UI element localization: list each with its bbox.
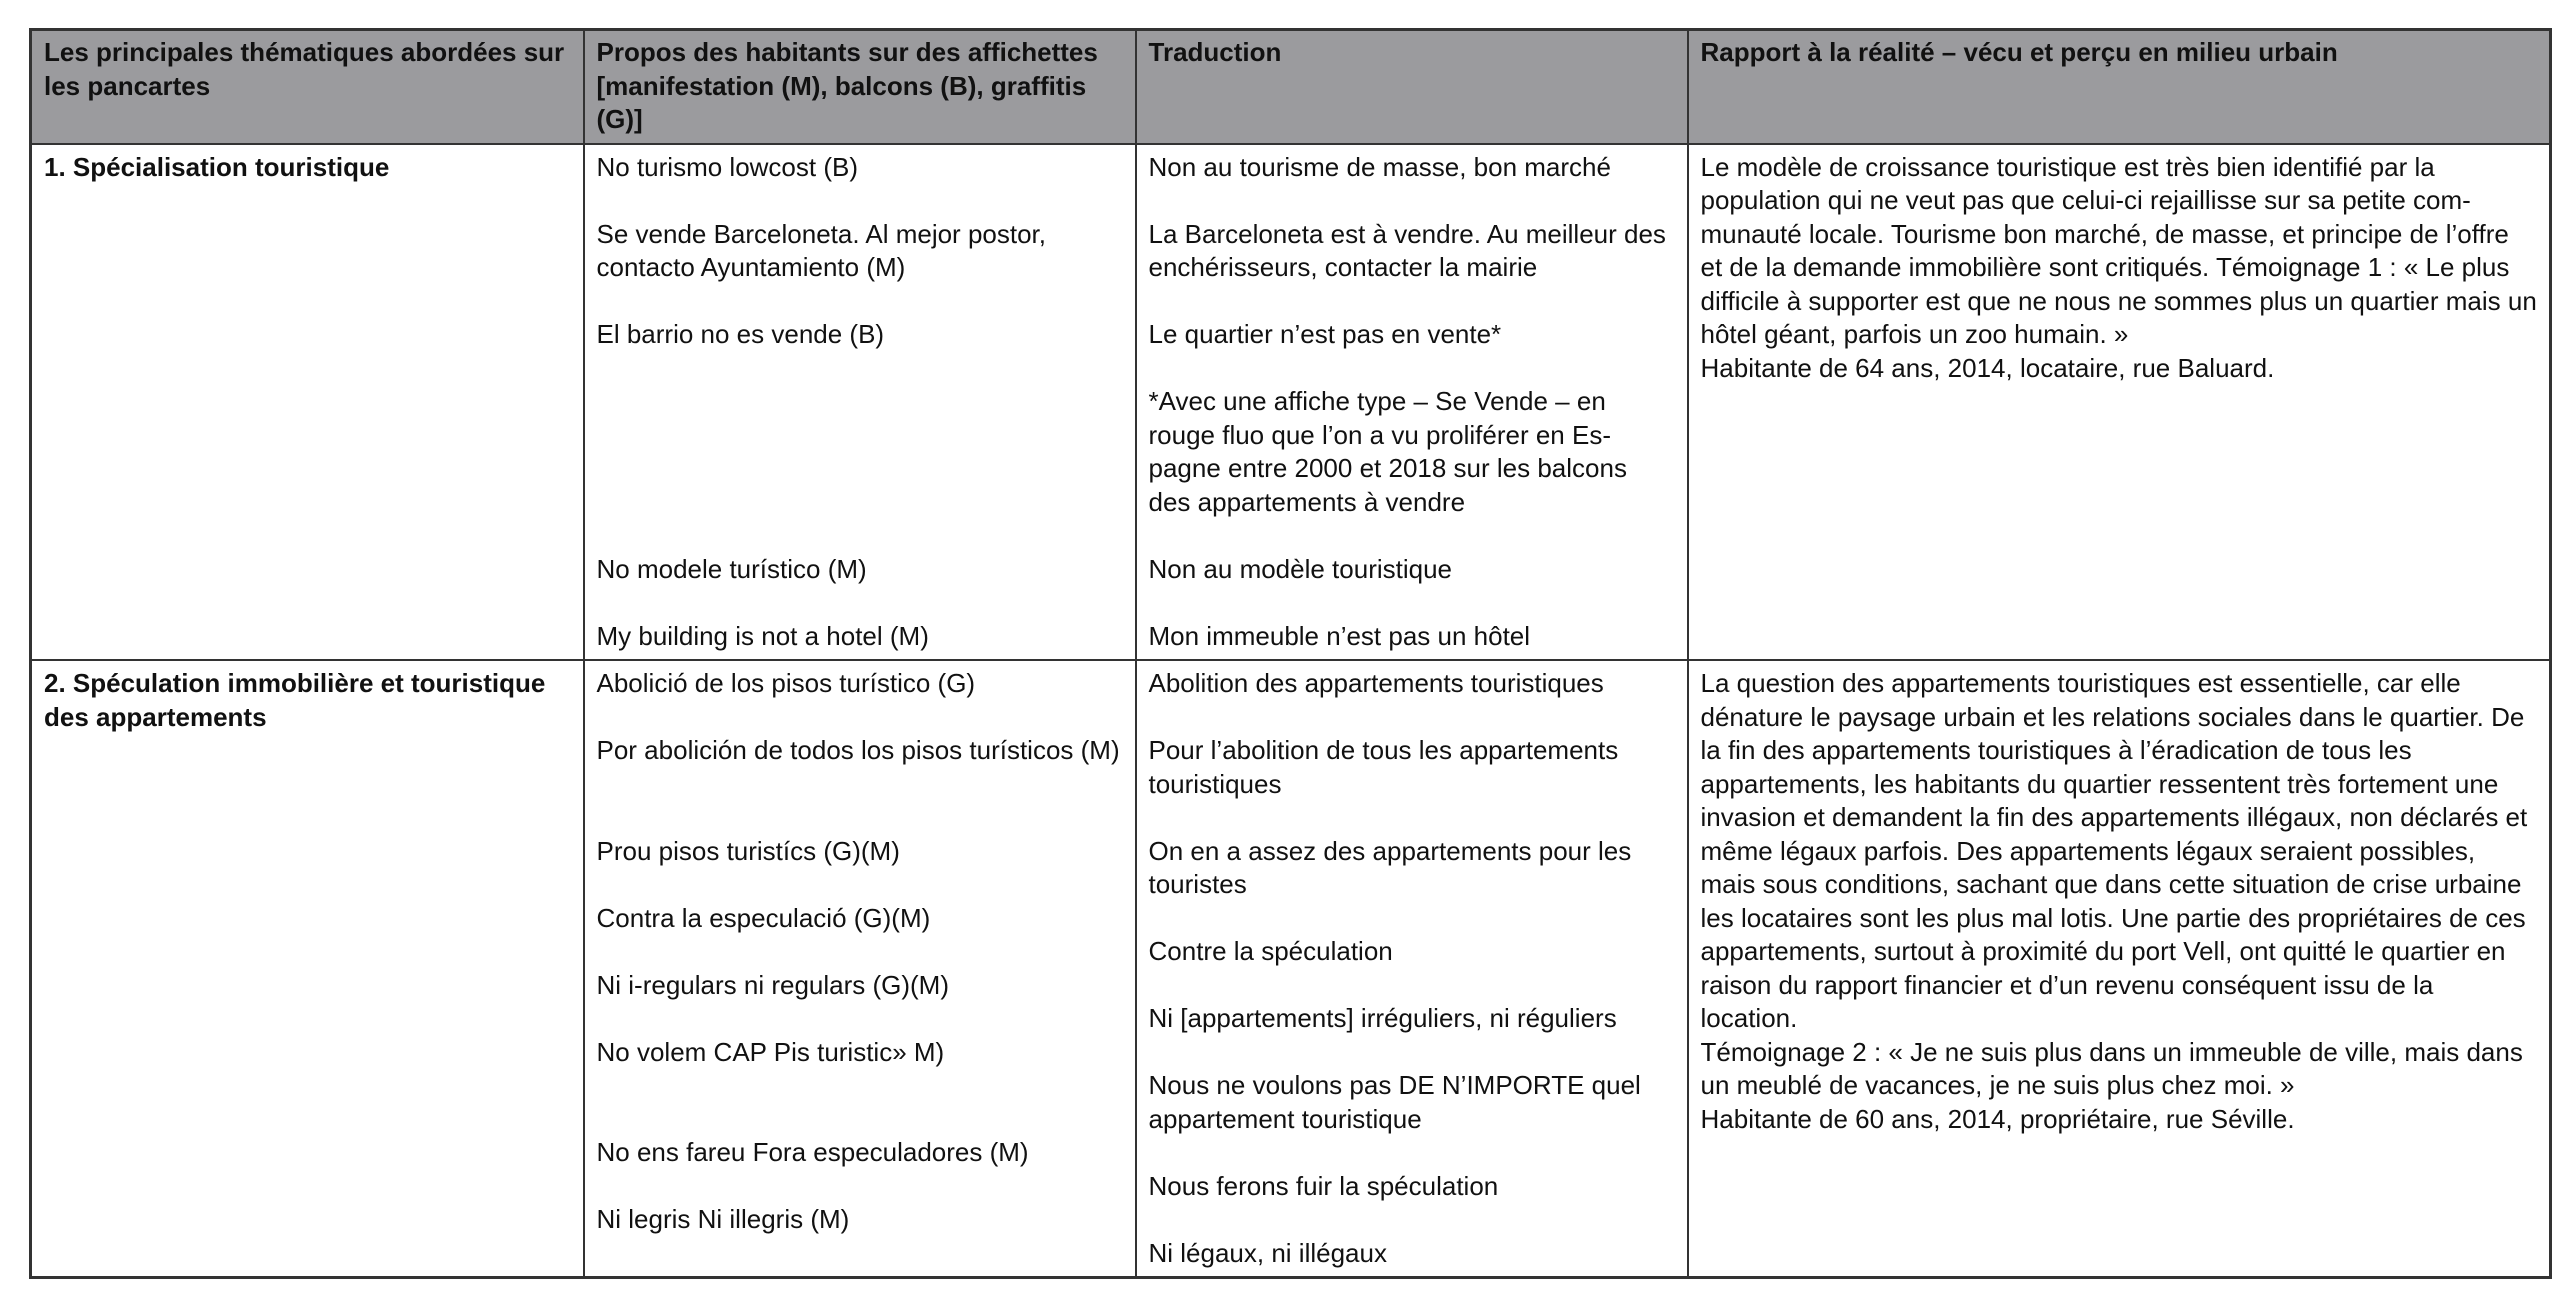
traduction-item: La Barceloneta est à vendre. Au meilleur des enchérisseurs, contacter la mairie <box>1148 218 1666 282</box>
table-row <box>31 660 2551 1278</box>
traduction-item: Abolition des appartements touristiques <box>1148 668 1604 698</box>
propos-item: My building is not a hotel (M) <box>596 620 929 651</box>
propos-item: El barrio no es vende (B) <box>596 319 885 349</box>
rapport-text: La question des appartements touristiques est essentielle, car elle dénature le paysage urbain et les relations sociales dans le quartier. De la fin des appartements touristiques à l’éradication de tous les appartements, les habitants du quartier ressentent très fortement une invasion et demandent la fin des appartements illégaux, non déclarés et même légaux parfois. Des appartements légaux seraient possibles, mais sous conditions, sachant que dans cette situation de crise urbaine les locataires sont les plus mal lotis. Une partie des propriétaires de ces appartements, surtout à proximité du port Vell, ont quitté le quartier en raison du rapport financier et d’un revenu conséquent issu de la location. <box>1700 668 2528 1033</box>
rapport-testimony: Témoignage 2 : « Je ne suis plus dans un immeuble de ville, mais dans un meublé de vacances, je ne suis plus chez moi. » <box>1700 1036 2523 1100</box>
propos-item: No volem CAP Pis turistic» M) <box>596 1036 945 1067</box>
theme-title: 2. Spéculation immobilière et touristique des appartements <box>44 668 546 732</box>
rapport-attribution: Habitante de 64 ans, 2014, locataire, rue Baluard. <box>1700 352 2275 383</box>
thematic-table <box>29 28 2552 1279</box>
rapport-attribution: Habitante de 60 ans, 2014, propriétaire, rue Séville. <box>1700 1103 2295 1134</box>
traduction-cell <box>1136 144 1688 661</box>
traduction-item: Ni légaux, ni illégaux <box>1148 1237 1387 1268</box>
theme-cell <box>31 660 584 1278</box>
propos-item: Se vende Barceloneta. Al mejor postor, contacto Ayuntamiento (M) <box>596 218 1046 282</box>
traduction-note: *Avec une affiche type – Se Vende – en rouge fluo que l’on a vu proliférer en Es-pagne entre 2000 et 2018 sur les balcons des appartements à vendre <box>1148 386 1627 517</box>
theme-title: 1. Spécialisation touristique <box>44 151 390 182</box>
header-traduction: Traduction <box>1136 30 1688 144</box>
table-row <box>31 144 2551 661</box>
traduction-item: Contre la spéculation <box>1148 936 1393 966</box>
traduction-item: Nous ferons fuir la spéculation <box>1148 1170 1499 1201</box>
rapport-text: Le modèle de croissance touristique est très bien identifié par la population qui ne veut pas que celui-ci rejaillisse sur sa petite com-munauté locale. Tourisme bon marché, de masse, et principe de l’offre et de la demande immobilière sont critiqués. Témoignage 1 : « Le plus difficile à supporter est que ne nous ne sommes plus un quartier mais un hôtel géant, parfois un zoo humain. » <box>1700 151 2537 349</box>
traduction-cell <box>1136 660 1688 1278</box>
traduction-item: Non au tourisme de masse, bon marché <box>1148 151 1611 182</box>
theme-cell <box>31 144 584 661</box>
propos-item: Prou pisos turistícs (G)(M) <box>596 835 900 866</box>
traduction-item: On en a assez des appartements pour les touristes <box>1148 835 1632 899</box>
traduction-item: Mon immeuble n’est pas un hôtel <box>1148 620 1531 651</box>
propos-item: Por abolición de todos los pisos turísticos (M) <box>596 735 1120 765</box>
propos-item: No ens fareu Fora especuladores (M) <box>596 1137 1029 1167</box>
propos-cell <box>584 660 1136 1278</box>
traduction-item: Ni [appartements] irréguliers, ni réguliers <box>1148 1003 1617 1033</box>
propos-item: No turismo lowcost (B) <box>596 151 858 182</box>
table-header-row <box>31 30 2551 144</box>
traduction-item: Nous ne voulons pas DE N’IMPORTE quel appartement touristique <box>1148 1070 1641 1134</box>
traduction-item: Pour l’abolition de tous les appartements touristiques <box>1148 735 1619 799</box>
traduction-item: Non au modèle touristique <box>1148 553 1453 584</box>
header-rapport: Rapport à la réalité – vécu et perçu en milieu urbain <box>1688 30 2551 144</box>
rapport-cell <box>1688 660 2551 1278</box>
propos-item: Ni legris Ni illegris (M) <box>596 1204 850 1234</box>
propos-item: Abolició de los pisos turístico (G) <box>596 668 976 698</box>
rapport-cell <box>1688 144 2551 661</box>
propos-item: Contra la especulació (G)(M) <box>596 902 931 933</box>
propos-item: Ni i-regulars ni regulars (G)(M) <box>596 969 949 1000</box>
propos-cell <box>584 144 1136 661</box>
header-propos: Propos des habitants sur des affichettes [manifestation (M), balcons (B), graffitis (G)] <box>584 30 1136 144</box>
traduction-item: Le quartier n’est pas en vente* <box>1148 319 1502 349</box>
header-themes: Les principales thématiques abordées sur les pancartes <box>31 30 584 144</box>
propos-item: No modele turístico (M) <box>596 553 867 584</box>
